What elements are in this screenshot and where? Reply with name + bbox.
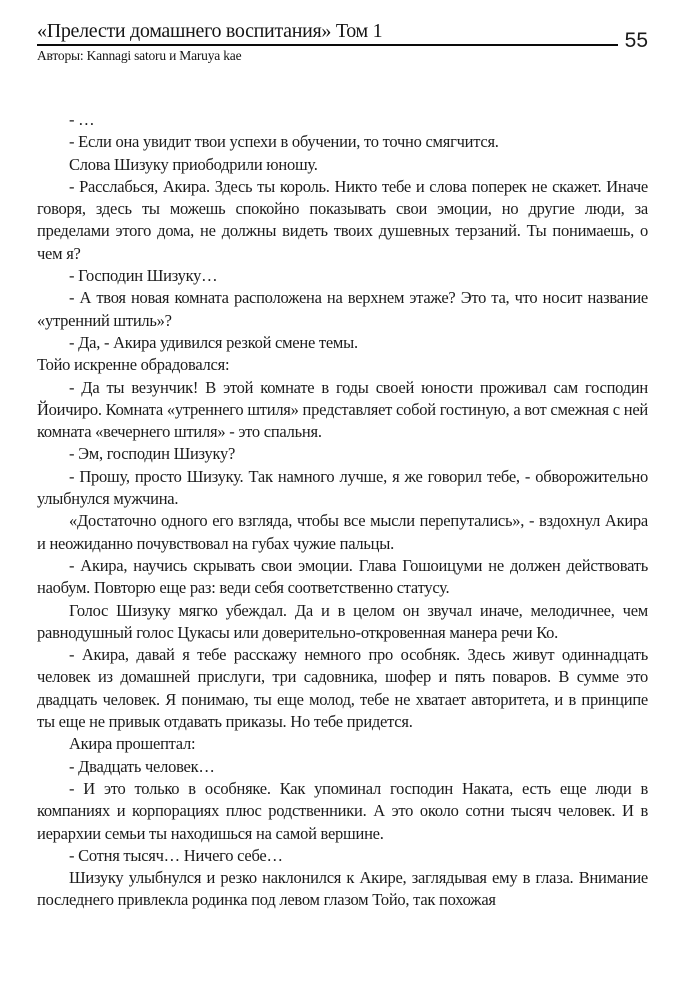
header-row [37,20,648,52]
paragraph: - Двадцать человек… [69,756,215,776]
paragraph: - Да, - Акира удивился резкой смене темы. [69,332,358,352]
body-text [37,109,648,912]
page-header [37,20,648,64]
paragraph: Шизуку улыбнулся и резко наклонился к Акире, заглядывая ему в глаза. Внимание последнего привлекла родинка под левом глазом Тойо, так похожая [37,868,648,910]
authors-line: Авторы: Kannagi satoru и Maruya kae [37,48,242,63]
paragraph: - Прошу, просто Шизуку. Так намного лучше, я же говорил тебе, - обворожительно улыбнулся мужчина. [37,466,648,509]
paragraph: - И это только в особняке. Как упоминал господин Наката, есть еще люди в компаниях и корпорациях плюс родственники. А это около сотни тысяч человек. И в иерархии семьи ты находишься на самой вершине. [37,778,648,843]
page-number: 55 [624,29,648,52]
paragraph: - Расслабься, Акира. Здесь ты король. Никто тебе и слова поперек не скажет. Иначе говоря, здесь ты можешь спокойно показывать свои эмоции, но другие люди, за пределами этого дома, не должны видеть твоих душевных терзаний. Ты понимаешь, о чем я? [37,176,648,263]
paragraph: - Господин Шизуку… [69,266,218,286]
paragraph: - Сотня тысяч… Ничего себе… [69,845,283,865]
paragraph: - … [69,110,95,129]
paragraph: - Акира, научись скрывать свои эмоции. Глава Гошоицуми не должен действовать наобум. Повторю еще раз: веди себя соответственно статусу. [37,555,648,598]
paragraph: Слова Шизуку приободрили юношу. [69,154,318,174]
paragraph: - Если она увидит твои успехи в обучении, то точно смягчится. [69,132,499,152]
paragraph: - Да ты везунчик! В этой комнате в годы своей юности проживал сам господин Йоичиро. Комната «утреннего штиля» представляет собой гостиную, а вот смежная с ней комната «вечернего штиля» - это спальня. [37,377,648,442]
paragraph: Тойо искренне обрадовался: [37,355,230,375]
paragraph: - А твоя новая комната расположена на верхнем этаже? Это та, что носит название «утренний штиль»? [37,288,648,330]
paragraph: Акира прошептал: [69,734,196,754]
paragraph: - Эм, господин Шизуку? [69,444,236,464]
header-rule [37,20,618,46]
book-title: «Прелести домашнего воспитания» Том 1 [37,20,383,42]
paragraph: Голос Шизуку мягко убеждал. Да и в целом он звучал иначе, мелодичнее, чем равнодушный голос Цукасы или доверительно-откровенная манера речи Ко. [37,600,648,642]
paragraph: - Акира, давай я тебе расскажу немного про особняк. Здесь живут одиннадцать человек из домашней прислуги, три садовника, шофер и пять поваров. В сумме это двадцать человек. Я понимаю, ты еще молод, тебе не хватает авторитета, и в принципе ты еще не привык отдавать приказы. Но тебе придется. [37,645,648,732]
paragraph: «Достаточно одного его взгляда, чтобы все мысли перепутались», - вздохнул Акира и неожиданно почувствовал на губах чужие пальцы. [37,511,648,553]
